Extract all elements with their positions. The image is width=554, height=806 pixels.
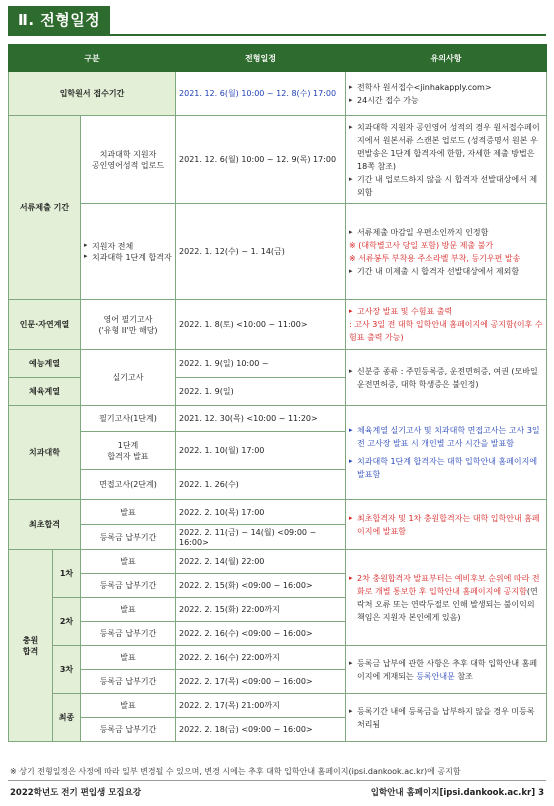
note-item: ▸ 최초합격자 및 1차 충원합격자는 대학 입학안내 홈페이지에 발표함 [349, 512, 543, 538]
row-date: 2022. 1. 12(수) ~ 1. 14(금) [176, 204, 346, 300]
row-date: 2022. 2. 15(화) 22:00까지 [176, 598, 346, 622]
table-row [9, 406, 547, 432]
table-row [9, 350, 547, 378]
note-item: ▸ 체육계열 실기고사 및 치과대학 면접고사는 고사 3일 전 고사장 발표 시 개인별 고사 시간을 발표함 [349, 424, 543, 450]
note-item: ▸ 등록기간 내에 등록금을 납부하지 않을 경우 미등록 처리됨 [349, 705, 543, 731]
row-subcategory: 등록금 납부기간 [81, 718, 176, 742]
row-date: 2022. 1. 26(수) [176, 470, 346, 500]
row-subcategory: 발표 [81, 598, 176, 622]
row-notes [346, 694, 547, 742]
row-notes: ▸ 고사장 발표 및 수험표 출력 : 고사 3일 전 대학 입학안내 홈페이지에 공지함(이후 수험표 출력 가능) [346, 300, 547, 350]
row-date: 2021. 12. 6(월) 10:00 ~ 12. 8(수) 17:00 [176, 72, 346, 116]
row-date: 2021. 12. 30(목) <10:00 ~ 11:20> [176, 406, 346, 432]
footer-page: 입학안내 홈페이지[ipsi.dankook.ac.kr] 3 [370, 788, 544, 798]
row-date: 2022. 2. 15(화) <09:00 ~ 16:00> [176, 574, 346, 598]
note-item: ▸ 2차 충원합격자 발표부터는 예비후보 순위에 따라 전화로 개별 통보한 후 입학안내 홈페이지에 공지함(연락처 오류 또는 연락두절로 인해 발생되는 불이익의 책임은 지원자 본인에게 있음) [349, 572, 543, 624]
row-subcategory: 면접고사(2단계) [81, 470, 176, 500]
row-date: 2021. 12. 6(월) 10:00 ~ 12. 9(목) 17:00 [176, 116, 346, 204]
footer-divider [8, 780, 546, 781]
row-category: 치과대학 [9, 406, 81, 500]
title-underline [8, 34, 546, 36]
row-date: 2022. 2. 14(월) 22:00 [176, 550, 346, 574]
row-category: 인문·자연계열 [9, 300, 81, 350]
footnote: ※ 상기 전형일정은 사정에 따라 일부 변경될 수 있으며, 변경 시에는 추후 대학 입학안내 홈페이지(ipsi.dankook.ac.kr)에 공지함 [10, 767, 461, 776]
note-item: ▸ 서류제출 마감일 우편소인까지 인정함 [349, 226, 543, 239]
note-item: ▸ 치과대학 지원자 공인영어 성적의 경우 원서접수페이지에서 원본서류 스캔본 업로드 (성적증명서 원본 우편발송은 1단계 합격자에 한함, 자세한 제출 방법은 18쪽 참조) [349, 121, 543, 173]
note-item: ▸ 신분증 종류 : 주민등록증, 운전면허증, 여권 (모바일 운전면허증, 대학 학생증은 불인정) [349, 365, 543, 391]
row-subcategory: 치과대학 지원자 공인영어성적 업로드 [81, 116, 176, 204]
schedule-table [8, 44, 547, 742]
row-notes [346, 116, 547, 204]
row-category: 최초합격 [9, 500, 81, 550]
row-notes [346, 646, 547, 694]
row-category: 예능계열 [9, 350, 81, 378]
row-subcategory: 필기고사(1단계) [81, 406, 176, 432]
row-date: 2022. 1. 8(토) <10:00 ~ 11:00> [176, 300, 346, 350]
note-warning: ※ 서류봉투 부착용 주소라벨 부착, 등기우편 발송 [349, 253, 521, 263]
table-row [9, 550, 547, 574]
row-date: 2022. 1. 9(일) [176, 378, 346, 406]
row-date: 2022. 2. 17(목) 21:00까지 [176, 694, 346, 718]
row-date: 2022. 2. 18(금) <09:00 ~ 16:00> [176, 718, 346, 742]
note-item: ▸ 고사장 발표 및 수험표 출력 [349, 305, 543, 318]
note-item: ▸ 전학사 원서접수<jinhakapply.com> [349, 81, 543, 94]
row-subcategory: 1단계 합격자 발표 [81, 432, 176, 470]
row-date: 2022. 2. 10(목) 17:00 [176, 500, 346, 525]
row-date: 2022. 2. 11(금) ~ 14(월) <09:00 ~ 16:00> [176, 525, 346, 550]
table-row [9, 204, 547, 300]
row-subcategory: ▸ 지원자 전체 ▸ 치과대학 1단계 합격자 [81, 204, 176, 300]
row-subcategory: 발표 [81, 646, 176, 670]
row-subcategory: 발표 [81, 500, 176, 525]
row-date: 2022. 2. 16(수) <09:00 ~ 16:00> [176, 622, 346, 646]
row-category: 충원 합격 [9, 550, 53, 742]
table-row [9, 116, 547, 204]
round-label: 최종 [53, 694, 81, 742]
note-warning: ※ (대학별고사 당일 포함) 방문 제출 불가 [349, 240, 494, 250]
row-subcategory: 발표 [81, 550, 176, 574]
footer-title: 2022학년도 전기 편입생 모집요강 [10, 788, 142, 798]
row-subcategory: 영어 필기고사 ('유형 II'만 해당) [81, 300, 176, 350]
row-subcategory: 등록금 납부기간 [81, 670, 176, 694]
table-row [9, 72, 547, 116]
note-item: ▸ 기간 내 업로드하지 않을 시 합격자 선발대상에서 제외함 [349, 173, 543, 199]
row-notes [346, 72, 547, 116]
round-label: 1차 [53, 550, 81, 598]
section-title: Ⅱ. 전형일정 [8, 6, 110, 34]
row-date: 2022. 1. 10(월) 17:00 [176, 432, 346, 470]
table-row [9, 694, 547, 718]
note-item: ▸ 24시간 접수 가능 [349, 94, 543, 107]
section-title-bar [8, 6, 546, 36]
round-label: 3차 [53, 646, 81, 694]
row-date: 2022. 2. 16(수) 22:00까지 [176, 646, 346, 670]
row-subcategory: 발표 [81, 694, 176, 718]
header-category: 구분 [9, 45, 176, 72]
row-date: 2022. 2. 17(목) <09:00 ~ 16:00> [176, 670, 346, 694]
row-notes [346, 350, 547, 406]
round-label: 2차 [53, 598, 81, 646]
row-category: 서류제출 기간 [9, 116, 81, 300]
row-category: 입학원서 접수기간 [9, 72, 176, 116]
row-notes [346, 204, 547, 300]
table-row [9, 646, 547, 670]
note-item: ▸ 치과대학 1단계 합격자는 대학 입학안내 홈페이지에 발표함 [349, 455, 543, 481]
note-item: ▸ 기간 내 미제출 시 합격자 선발대상에서 제외함 [349, 265, 543, 278]
header-schedule: 전형일정 [176, 45, 346, 72]
row-subcategory: 등록금 납부기간 [81, 622, 176, 646]
row-category: 체육계열 [9, 378, 81, 406]
row-notes [346, 500, 547, 550]
table-row [9, 500, 547, 525]
row-notes [346, 550, 547, 646]
row-date: 2022. 1. 9(일) 10:00 ~ [176, 350, 346, 378]
row-subcategory: 실기고사 [81, 350, 176, 406]
row-subcategory: 등록금 납부기간 [81, 574, 176, 598]
table-header-row [9, 45, 547, 72]
row-notes [346, 406, 547, 500]
table-row [9, 300, 547, 350]
row-subcategory: 등록금 납부기간 [81, 525, 176, 550]
header-notes: 유의사항 [346, 45, 547, 72]
note-item: ▸ 등록금 납부에 관한 사항은 추후 대학 입학안내 홈페이지에 게재되는 등록안내문 참조 [349, 657, 543, 683]
